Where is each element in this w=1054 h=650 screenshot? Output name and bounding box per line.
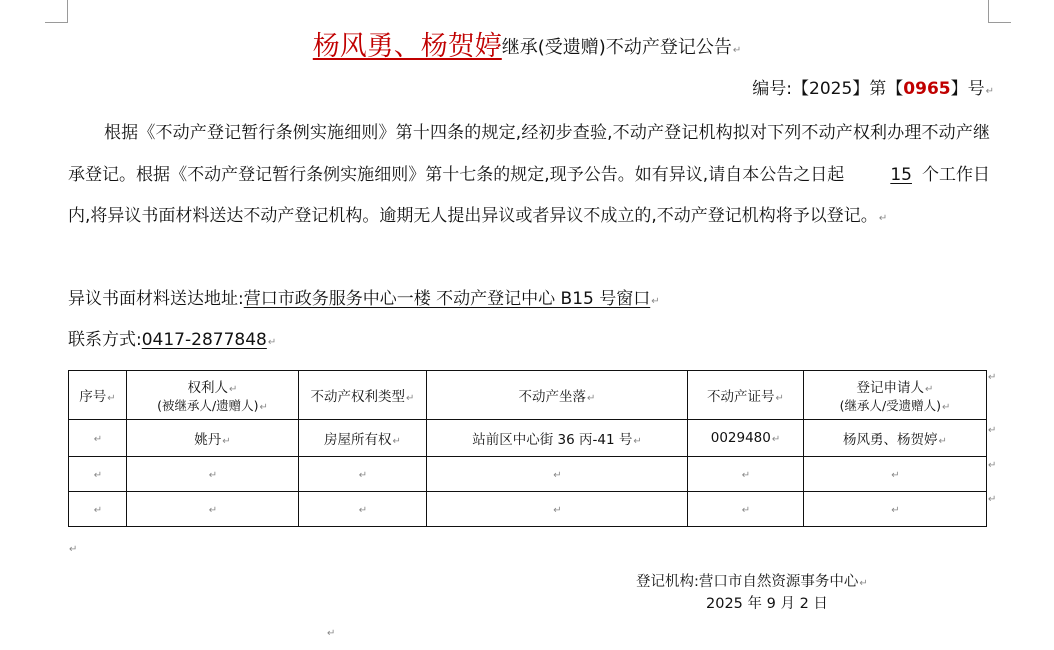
cell-cert: 0029480↵	[688, 420, 804, 457]
paragraph-mark: ↵	[267, 337, 277, 348]
table-row	[69, 492, 987, 527]
cell-holder: ↵	[127, 492, 299, 527]
page-corner-marker	[988, 0, 1011, 23]
body-text-2: 个工作日内,将异议书面材料送达不动产登记机构。逾期无人提出异议或者异议不成立的,不动产登记机构将予以登记。	[68, 164, 990, 226]
address-value: 营口市政务服务中心一楼 不动产登记中心 B15 号窗口	[243, 289, 651, 309]
row-end-mark: ↵	[988, 425, 997, 436]
cell-location: ↵	[427, 457, 688, 492]
docnum-serial: 0965	[903, 79, 951, 99]
paragraph-mark: ↵	[985, 86, 994, 97]
title-names: 杨风勇、杨贺婷	[312, 31, 502, 62]
cell-right-type: ↵	[299, 492, 427, 527]
contact-info	[68, 325, 276, 350]
row-end-mark: ↵	[988, 460, 997, 471]
header-seq: 序号↵	[69, 371, 127, 420]
notice-title	[0, 24, 1054, 63]
address-label: 异议书面材料送达地址:	[68, 289, 244, 309]
header-right-type: 不动产权利类型↵	[299, 371, 427, 420]
docnum-year: 2025	[809, 79, 853, 99]
cell-holder: 姚丹↵	[127, 420, 299, 457]
contact-label: 联系方式:	[68, 330, 142, 350]
body-paragraph	[68, 113, 990, 240]
cell-seq: ↵	[69, 457, 127, 492]
empty-paragraph-mark: ↵	[327, 628, 336, 639]
cell-applicant: ↵	[804, 457, 987, 492]
header-holder: 权利人↵ (被继承人/遗赠人)↵	[127, 371, 299, 420]
header-applicant: 登记申请人↵ (继承人/受遗赠人)↵	[804, 371, 987, 420]
docnum-prefix: 编号:【	[752, 79, 810, 99]
header-location: 不动产坐落↵	[427, 371, 688, 420]
notice-date: 2025 年 9 月 2 日	[706, 596, 828, 612]
paragraph-mark: ↵	[651, 296, 660, 307]
registration-authority	[636, 570, 868, 591]
row-end-mark: ↵	[988, 372, 997, 383]
cell-cert: ↵	[688, 457, 804, 492]
document-number	[752, 74, 994, 99]
cell-seq: ↵	[69, 420, 127, 457]
table-row	[69, 420, 987, 457]
header-cert: 不动产证号↵	[688, 371, 804, 420]
property-table	[68, 370, 987, 527]
cell-right-type: 房屋所有权↵	[299, 420, 427, 457]
docnum-suffix: 】号	[950, 79, 985, 99]
docnum-middle: 】第【	[852, 79, 904, 99]
contact-phone: 0417-2877848	[141, 330, 267, 350]
cell-right-type: ↵	[299, 457, 427, 492]
cell-seq: ↵	[69, 492, 127, 527]
table-header-row	[69, 371, 987, 420]
cell-location: 站前区中心街 36 丙-41 号↵	[427, 420, 688, 457]
objection-days: 15	[890, 164, 912, 185]
notice-body	[68, 113, 990, 240]
title-text: 继承(受遗赠)不动产登记公告	[501, 37, 732, 58]
page-corner-marker	[45, 0, 68, 23]
table-row	[69, 457, 987, 492]
body-text-1: 根据《不动产登记暂行条例实施细则》第十四条的规定,经初步查验,不动产登记机构拟对下列不动产权利办理不动产继承登记。根据《不动产登记暂行条例实施细则》第十七条的规定,现予公告。如有异议,请自本公告之日起	[68, 123, 990, 185]
cell-holder: ↵	[127, 457, 299, 492]
cell-applicant: 杨风勇、杨贺婷↵	[804, 420, 987, 457]
cell-location: ↵	[427, 492, 688, 527]
row-end-mark: ↵	[988, 494, 997, 505]
empty-paragraph-mark: ↵	[69, 544, 78, 555]
cell-cert: ↵	[688, 492, 804, 527]
paragraph-mark: ↵	[732, 45, 742, 56]
objection-address	[68, 284, 660, 309]
paragraph-mark: ↵	[859, 578, 868, 589]
paragraph-mark: ↵	[878, 213, 888, 224]
cell-applicant: ↵	[804, 492, 987, 527]
authority-text: 登记机构:营口市自然资源事务中心	[636, 574, 859, 590]
